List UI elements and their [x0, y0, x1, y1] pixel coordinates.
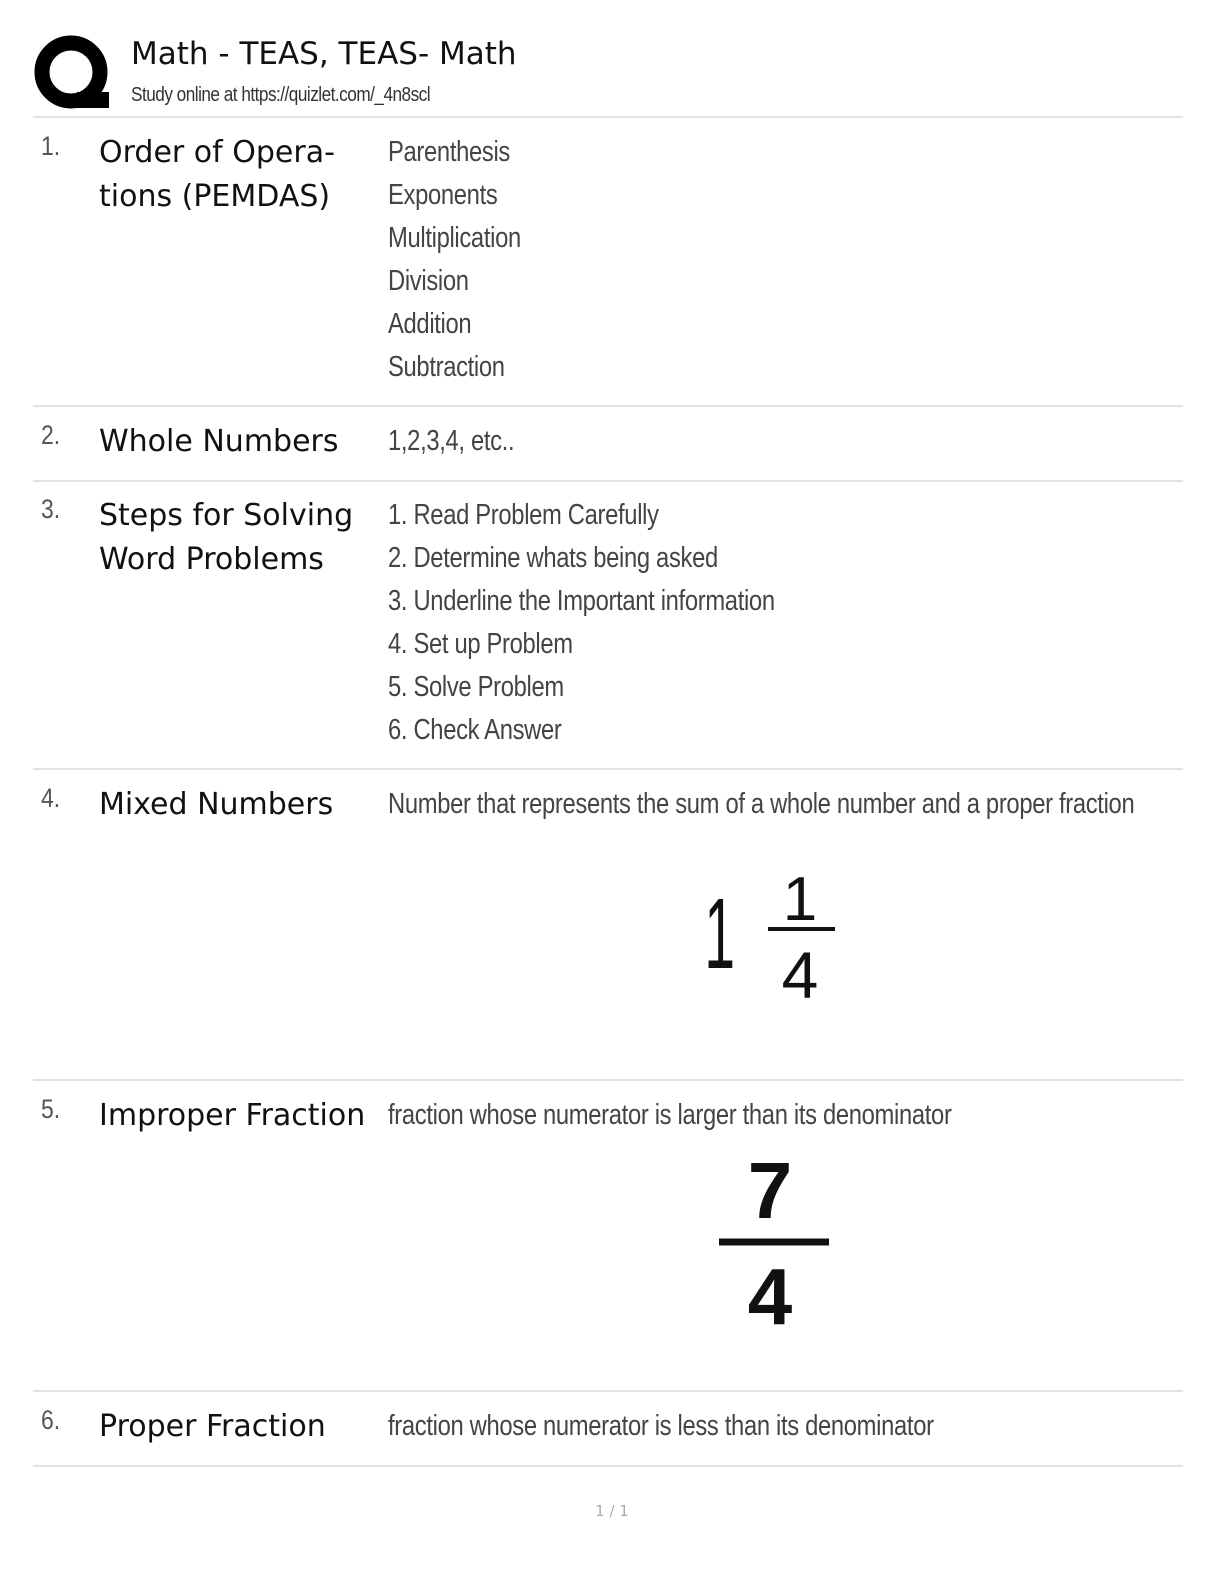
page-header [33, 28, 1183, 116]
mixed-number-image [690, 858, 860, 1008]
term-line: Order of Opera- [99, 135, 335, 170]
definition-line: 4. Set up Problem [388, 628, 573, 660]
card-definition [388, 494, 1168, 752]
term-line: Proper Fraction [99, 1409, 326, 1444]
divider [33, 405, 1183, 407]
card-definition [388, 783, 1168, 826]
definition-line: Addition [388, 308, 472, 340]
card-definition [388, 1094, 1168, 1137]
mixed-numerator: 1 [782, 865, 818, 934]
improper-denominator: 4 [747, 1252, 793, 1340]
divider [33, 1465, 1183, 1467]
card-number: 1. [41, 131, 61, 161]
divider [33, 480, 1183, 482]
term-line: Mixed Numbers [99, 787, 334, 822]
definition-line: Exponents [388, 179, 498, 211]
divider [33, 1079, 1183, 1081]
mixed-denominator: 4 [781, 938, 819, 1008]
study-online-link[interactable]: Study online at https://quizlet.com/_4n8scl [131, 84, 431, 106]
document-title: Math - TEAS, TEAS- Math [131, 36, 517, 72]
definition-line: Parenthesis [388, 136, 510, 168]
card-definition [388, 131, 1168, 389]
card-number: 3. [41, 494, 61, 524]
quizlet-q-logo-icon [33, 34, 113, 114]
term-line: Word Problems [99, 542, 324, 577]
card-definition [388, 420, 1168, 463]
card-number: 6. [41, 1405, 61, 1435]
divider [33, 116, 1183, 118]
card-term [99, 131, 374, 219]
card-term [99, 420, 374, 464]
card-term [99, 783, 374, 827]
definition-line: fraction whose numerator is less than its denominator [388, 1410, 934, 1442]
definition-line: 2. Determine whats being asked [388, 542, 718, 574]
term-line: tions (PEMDAS) [99, 179, 331, 214]
term-line: Improper Fraction [99, 1098, 366, 1133]
card-number: 4. [41, 783, 61, 813]
improper-fraction-image [705, 1150, 845, 1340]
definition-line: 3. Underline the Important information [388, 585, 775, 617]
definition-line: 1,2,3,4, etc.. [388, 425, 515, 457]
divider [33, 768, 1183, 770]
improper-numerator: 7 [747, 1150, 793, 1235]
divider [33, 1390, 1183, 1392]
card-number: 2. [41, 420, 61, 450]
term-line: Steps for Solving [99, 498, 354, 533]
definition-line: 1. Read Problem Carefully [388, 499, 659, 531]
definition-line: Division [388, 265, 469, 297]
page-number: 1 / 1 [595, 1502, 629, 1520]
card-term [99, 1405, 374, 1449]
card-term [99, 1094, 374, 1138]
term-line: Whole Numbers [99, 424, 339, 459]
card-number: 5. [41, 1094, 61, 1124]
definition-line: fraction whose numerator is larger than its denominator [388, 1099, 952, 1131]
definition-line: 6. Check Answer [388, 714, 562, 746]
definition-line: Subtraction [388, 351, 505, 383]
card-term [99, 494, 374, 582]
card-definition [388, 1405, 1168, 1448]
definition-line: 5. Solve Problem [388, 671, 564, 703]
mixed-whole: 1 [704, 878, 735, 991]
definition-line: Number that represents the sum of a whole number and a proper fraction [388, 788, 1135, 820]
definition-line: Multiplication [388, 222, 521, 254]
